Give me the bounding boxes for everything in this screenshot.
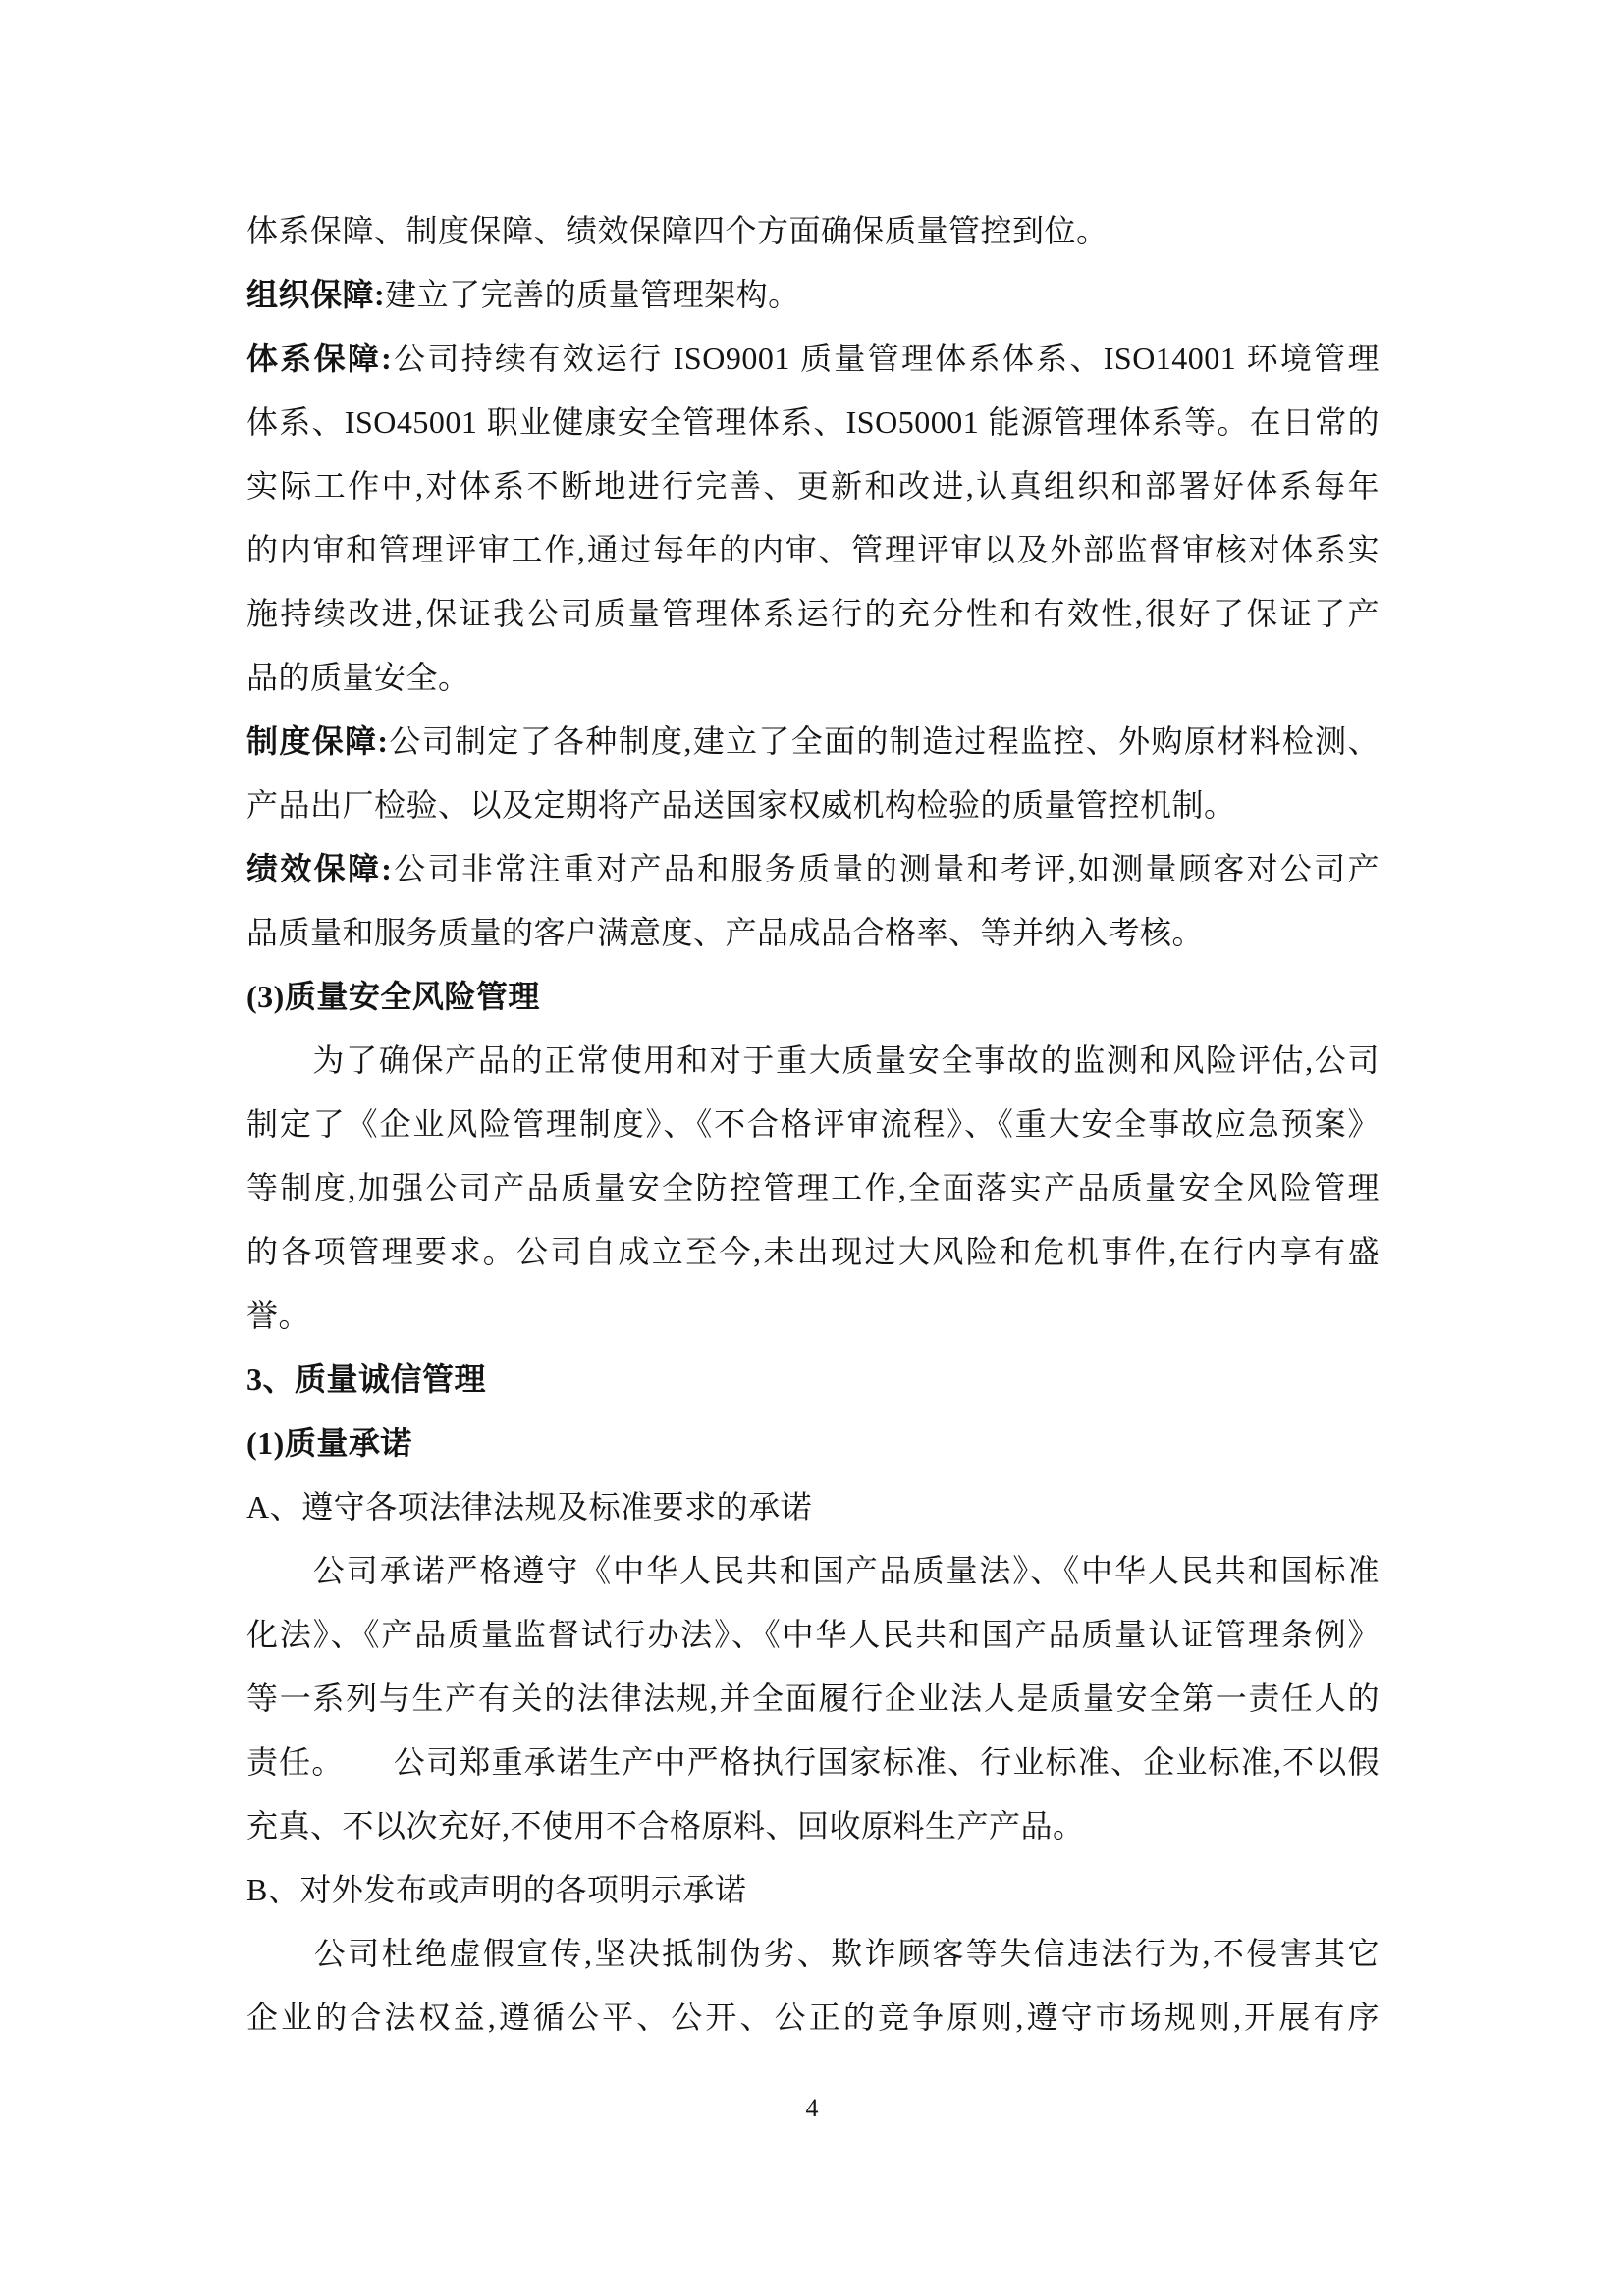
text-line xyxy=(246,1986,1380,2050)
text-segment: 充真、不以次充好,不使用不合格原料、回收原料生产产品。 xyxy=(246,1808,1085,1843)
text-line xyxy=(246,518,1380,582)
page-number: 4 xyxy=(805,2094,819,2122)
heading-line xyxy=(246,965,1380,1029)
text-segment: 责任。 公司郑重承诺生产中严格执行国家标准、行业标准、企业标准,不以假 xyxy=(246,1744,1380,1780)
text-line xyxy=(246,1731,1380,1794)
text-line xyxy=(246,1284,1380,1348)
heading-line xyxy=(246,1412,1380,1475)
text-line xyxy=(246,263,1380,327)
text-segment: 公司杜绝虚假宣传,坚决抵制伪劣、欺诈顾客等失信违法行为,不侵害其它 xyxy=(246,1936,1380,1971)
text-segment: 誉。 xyxy=(246,1298,311,1333)
text-segment: 的内审和管理评审工作,通过每年的内审、管理评审以及外部监督审核对体系实 xyxy=(246,532,1380,567)
text-line xyxy=(246,1093,1380,1156)
text-line xyxy=(246,710,1380,774)
text-segment: 产品出厂检验、以及定期将产品送国家权威机构检验的质量管控机制。 xyxy=(246,787,1236,823)
text-line xyxy=(246,1667,1380,1731)
bold-text-segment: 制度保障: xyxy=(246,723,389,759)
text-segment: 等一系列与生产有关的法律法规,并全面履行企业法人是质量安全第一责任人的 xyxy=(246,1681,1380,1716)
text-line xyxy=(246,1922,1380,1986)
text-line xyxy=(246,454,1380,518)
text-line xyxy=(246,1794,1380,1858)
text-line xyxy=(246,1475,1380,1539)
text-segment: 为了确保产品的正常使用和对于重大质量安全事故的监测和风险评估,公司 xyxy=(246,1042,1380,1078)
bold-text-segment: 3、质量诚信管理 xyxy=(246,1362,487,1397)
bold-text-segment: 组织保障: xyxy=(246,277,386,312)
text-segment: 化法》、《产品质量监督试行办法》、《中华人民共和国产品质量认证管理条例》 xyxy=(246,1617,1380,1652)
text-segment: 体系保障、制度保障、绩效保障四个方面确保质量管控到位。 xyxy=(246,213,1109,248)
text-segment: 的各项管理要求。公司自成立至今,未出现过大风险和危机事件,在行内享有盛 xyxy=(246,1234,1380,1269)
text-line xyxy=(246,582,1380,646)
text-line xyxy=(246,1220,1380,1284)
heading-line xyxy=(246,1348,1380,1412)
bold-text-segment: (3)质量安全风险管理 xyxy=(246,979,540,1014)
text-line xyxy=(246,1603,1380,1667)
text-line xyxy=(246,774,1380,837)
text-line xyxy=(246,327,1380,391)
text-segment: B、对外发布或声明的各项明示承诺 xyxy=(246,1872,747,1907)
text-segment: 公司制定了各种制度,建立了全面的制造过程监控、外购原材料检测、 xyxy=(388,723,1380,759)
bold-text-segment: (1)质量承诺 xyxy=(246,1425,412,1461)
text-segment: 体系、ISO45001 职业健康安全管理体系、ISO50001 能源管理体系等。在日常的 xyxy=(246,404,1380,440)
text-segment: 等制度,加强公司产品质量安全防控管理工作,全面落实产品质量安全风险管理 xyxy=(246,1170,1380,1205)
document-body xyxy=(246,199,1380,2050)
text-segment: 企业的合法权益,遵循公平、公开、公正的竞争原则,遵守市场规则,开展有序 xyxy=(246,2000,1380,2035)
text-line xyxy=(246,199,1380,263)
text-line xyxy=(246,901,1380,965)
text-segment: 施持续改进,保证我公司质量管理体系运行的充分性和有效性,很好了保证了产 xyxy=(246,596,1380,631)
text-segment: 公司非常注重对产品和服务质量的测量和考评,如测量顾客对公司产 xyxy=(392,851,1380,886)
text-line xyxy=(246,1156,1380,1220)
bold-text-segment: 体系保障: xyxy=(246,341,393,376)
text-line xyxy=(246,837,1380,901)
text-segment: 建立了完善的质量管理架构。 xyxy=(385,277,800,312)
text-line xyxy=(246,391,1380,454)
text-segment: A、遵守各项法律法规及标准要求的承诺 xyxy=(246,1489,813,1524)
text-segment: 公司承诺严格遵守《中华人民共和国产品质量法》、《中华人民共和国标准 xyxy=(246,1553,1380,1588)
text-line xyxy=(246,646,1380,710)
text-segment: 公司持续有效运行 ISO9001 质量管理体系体系、ISO14001 环境管理 xyxy=(392,341,1380,376)
text-segment: 制定了《企业风险管理制度》、《不合格评审流程》、《重大安全事故应急预案》 xyxy=(246,1106,1380,1142)
text-line xyxy=(246,1858,1380,1922)
text-line xyxy=(246,1539,1380,1603)
text-line xyxy=(246,1029,1380,1093)
text-segment: 品质量和服务质量的客户满意度、产品成品合格率、等并纳入考核。 xyxy=(246,915,1205,950)
text-segment: 品的质量安全。 xyxy=(246,660,470,695)
text-segment: 实际工作中,对体系不断地进行完善、更新和改进,认真组织和部署好体系每年 xyxy=(246,468,1380,504)
bold-text-segment: 绩效保障: xyxy=(246,851,393,886)
